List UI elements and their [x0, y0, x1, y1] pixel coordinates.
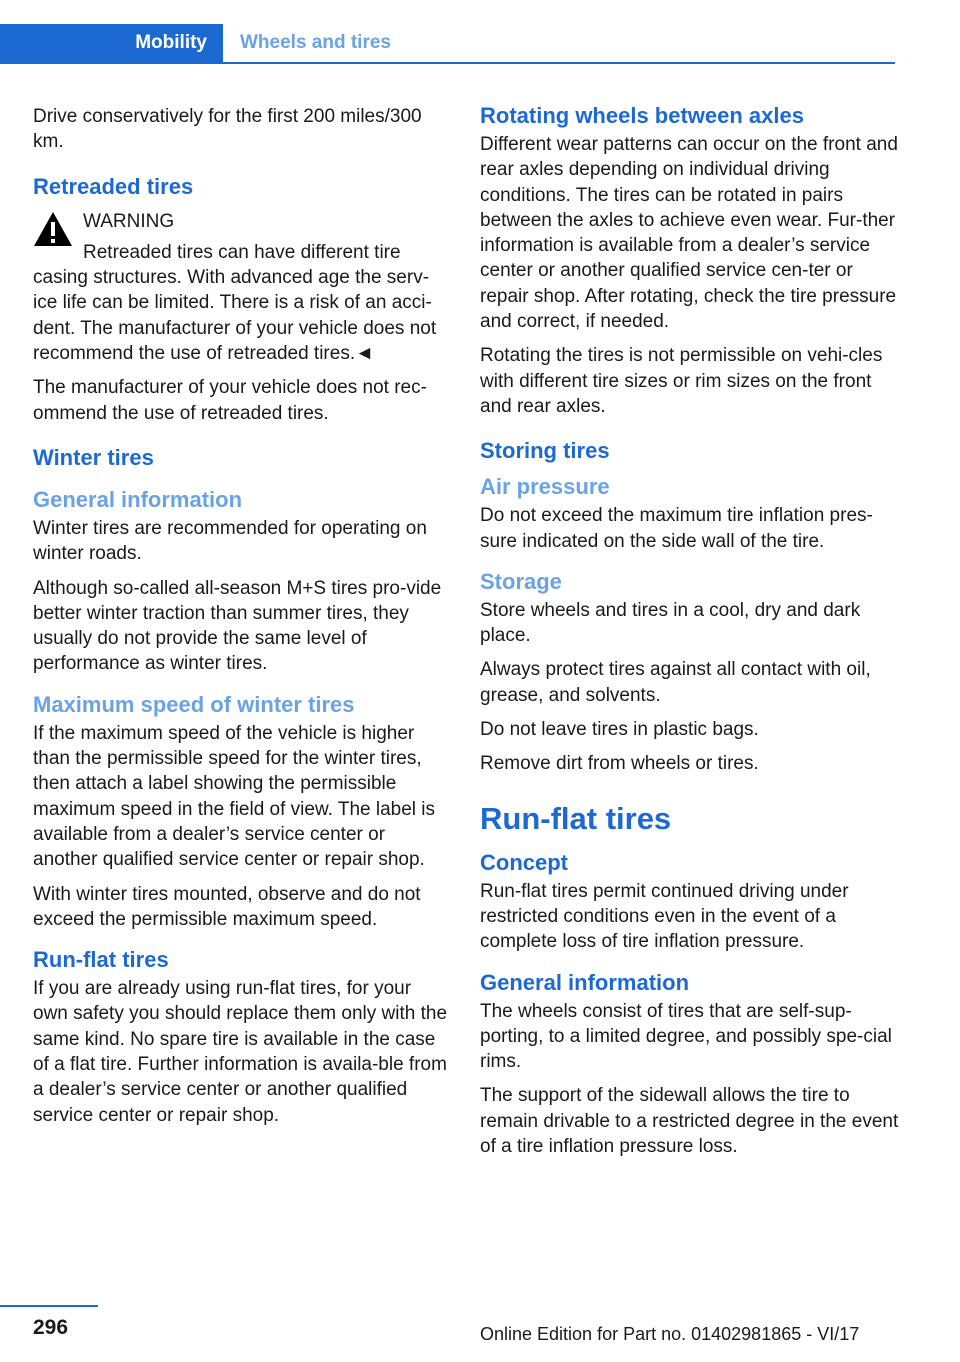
- footer-rule: [0, 1305, 98, 1307]
- max-speed-heading: Maximum speed of winter tires: [33, 691, 355, 717]
- intro-paragraph: Drive conservatively for the first 200 miles/300 km.: [33, 106, 422, 153]
- page-number: 296: [33, 1316, 69, 1339]
- general-info-paragraph-2: The support of the sidewall allows the tire to remain drivable to a restricted degree in the event of a tire inflation pressure loss.: [480, 1085, 899, 1158]
- general-paragraph-1: Winter tires are recommended for operating on winter roads.: [33, 517, 427, 565]
- storage-paragraph-2: Always protect tires against all contact with oil, grease, and solvents.: [480, 659, 871, 706]
- warning-text: Retreaded tires can have different tire casing structures. With advanced age the serv‐ice life can be limited. There is a risk of an acci‐dent. The manufacturer of your vehicle does not recommend the use of retreaded tires.◄: [33, 241, 437, 365]
- storage-paragraph-4: Remove dirt from wheels or tires.: [480, 753, 759, 775]
- warning-block: [33, 209, 451, 367]
- warning-title: WARNING: [83, 210, 175, 232]
- concept-paragraph: Run-flat tires permit continued driving under restricted conditions even in the event of a complete loss of tire inflation pressure.: [480, 880, 849, 953]
- concept-heading: Concept: [480, 849, 568, 875]
- run-flat-title: Run-flat tires: [480, 800, 672, 836]
- general-info-paragraph-1: The wheels consist of tires that are self-sup‐porting, to a limited degree, and possibly spe‐cial rims.: [480, 1000, 892, 1073]
- max-speed-paragraph-2: With winter tires mounted, observe and do not exceed the permissible maximum speed.: [33, 883, 421, 930]
- storage-paragraph-1: Store wheels and tires in a cool, dry and dark place.: [480, 599, 861, 647]
- storage-paragraph-3: Do not leave tires in plastic bags.: [480, 719, 759, 741]
- edition-note: Online Edition for Part no. 01402981865 - VI/17: [480, 1324, 860, 1344]
- warning-triangle-icon: [33, 211, 73, 247]
- tab-wheels-and-tires[interactable]: Wheels and tires: [240, 32, 391, 53]
- run-flat-paragraph: If you are already using run-flat tires, for your own safety you should replace them only with the same kind. No spare tire is available in the case of a flat tire. Further information is availa‐ble from a dealer’s service center or another qualified service center or repair shop.: [33, 978, 448, 1126]
- winter-tires-heading: Winter tires: [33, 444, 154, 470]
- retreaded-paragraph: The manufacturer of your vehicle does not rec‐ommend the use of retreaded tires.: [33, 377, 427, 424]
- rotating-paragraph-1: Different wear patterns can occur on the front and rear axles depending on individual driving conditions. The tires can be rotated in pairs between the axles to achieve even wear. Fur‐ther information is available from a dealer’s service center or another qualified service cen‐ter or repair shop. After rotating, check the tire pressure and correct, if needed.: [480, 134, 898, 333]
- general-info-heading-right: General information: [480, 969, 690, 995]
- run-flat-heading: Run-flat tires: [33, 947, 169, 973]
- right-column: [480, 100, 900, 1168]
- rotating-wheels-heading: Rotating wheels between axles: [480, 103, 804, 128]
- max-speed-paragraph-1: If the maximum speed of the vehicle is higher than the permissible speed for the winter tires, then attach a label showing the permissible maximum speed in the field of view. The label is available from a dealer’s service center or another qualified service center or repair shop.: [33, 722, 436, 871]
- tab-mobility[interactable]: Mobility: [0, 24, 223, 62]
- rotating-paragraph-2: Rotating the tires is not permissible on vehi‐cles with different tire sizes or rim sizes on the front and rear axles.: [480, 345, 883, 417]
- storage-heading: Storage: [480, 568, 562, 594]
- general-information-heading: General information: [33, 486, 243, 512]
- air-pressure-paragraph: Do not exceed the maximum tire inflation pres‐sure indicated on the side wall of the tire.: [480, 505, 873, 552]
- retreaded-tires-heading: Retreaded tires: [33, 173, 194, 199]
- air-pressure-heading: Air pressure: [480, 474, 610, 500]
- general-paragraph-2: Although so-called all-season M+S tires pro‐vide better winter traction than summer tires, they usually do not provide the same level of performance as winter tires.: [33, 577, 442, 675]
- header-tabbar: [0, 24, 895, 64]
- storing-tires-heading: Storing tires: [480, 438, 610, 464]
- left-column: [33, 100, 451, 1137]
